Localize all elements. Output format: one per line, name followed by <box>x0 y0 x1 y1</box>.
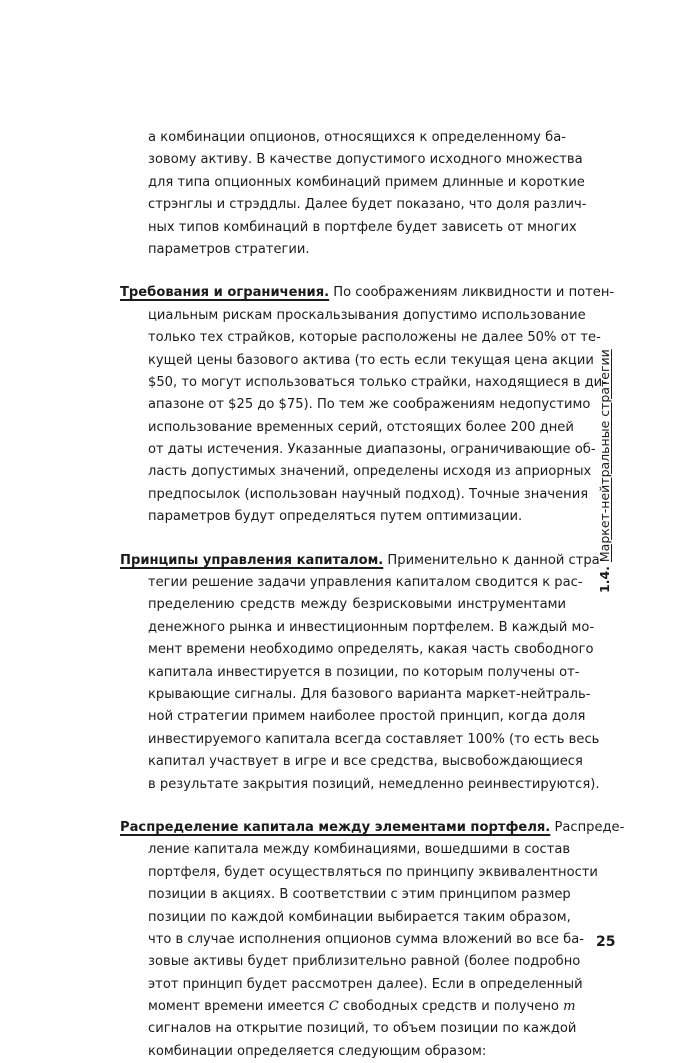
text-line: апазоне от $25 до $75). По тем же соображениям недопустимо <box>148 397 591 413</box>
text-line: крывающие сигналы. Для базового варианта маркет-нейтраль- <box>148 686 591 702</box>
text-line: позиции в акциях. В соответствии с этим принципом размер <box>148 887 571 903</box>
text-line: что в случае исполнения опционов сумма вложений во все ба- <box>148 931 584 947</box>
text-line: Принципы управления капиталом. Применительно к данной стра- <box>120 552 605 568</box>
run-in-heading: Распределение капитала между элементами портфеля. <box>120 819 551 835</box>
text-line: для типа опционных комбинаций примем длинные и короткие <box>148 174 585 190</box>
text-line: зовому активу. В качестве допустимого исходного множества <box>148 152 583 168</box>
text-line: только тех страйков, которые расположены не далее 50% от те- <box>148 330 601 346</box>
text-line: ной стратегии примем наиболее простой принцип, когда доля <box>148 709 586 725</box>
text-line: Требования и ограничения. По соображениям ликвидности и потен- <box>120 285 615 301</box>
text-line: в результате закрытия позиций, немедленно реинвестируются). <box>148 776 600 792</box>
running-header-text <box>594 349 616 593</box>
section-title: Маркет-нейтральные стратегии <box>597 349 612 563</box>
text-line: портфеля, будет осуществляться по принципу эквивалентности <box>148 864 598 880</box>
text-line: Распределение капитала между элементами портфеля. Распреде- <box>120 819 625 835</box>
paragraph-1 <box>120 127 587 261</box>
text-line: использование временных серий, отстоящих более 200 дней <box>148 419 574 435</box>
text-line: стрэнглы и стрэддлы. Далее будет показано, что доля различ- <box>148 197 587 213</box>
run-in-heading: Принципы управления капиталом. <box>120 552 384 568</box>
run-in-heading: Требования и ограничения. <box>120 285 330 301</box>
text-line: параметров будут определяться путем оптимизации. <box>148 509 523 525</box>
variable-c: C <box>328 999 339 1015</box>
text-line: позиции по каждой комбинации выбирается таким образом, <box>148 909 571 925</box>
text-line: зовые активы будет приблизительно равной (более подробно <box>148 954 581 970</box>
text-line: тегии решение задачи управления капиталом сводится к рас- <box>148 575 583 591</box>
text-line: кущей цены базового актива (то есть если текущая цена акции <box>148 352 594 368</box>
text-line: денежного рынка и инвестиционным портфелем. В каждый мо- <box>148 619 595 635</box>
variable-m: m <box>563 999 576 1015</box>
section-number: 1.4. <box>597 566 612 593</box>
text-line: ласть допустимых значений, определены исходя из априорных <box>148 464 592 480</box>
text-line: предпосылок (использован научный подход). Точные значения <box>148 486 589 502</box>
page-number: 25 <box>596 934 616 950</box>
text-line: капитала инвестируется в позиции, по которым получены от- <box>148 664 580 680</box>
text-line: ных типов комбинаций в портфеле будет зависеть от многих <box>148 219 577 235</box>
text-line: комбинации определяется следующим образом: <box>148 1043 487 1059</box>
running-header <box>594 349 616 593</box>
text-line: сигналов на открытие позиций, то объем позиции по каждой <box>148 1021 577 1037</box>
text-line: момент времени имеется C свободных средств и получено m <box>148 999 576 1015</box>
text-line: от даты истечения. Указанные диапазоны, ограничивающие об- <box>148 442 596 458</box>
text-line: капитал участвует в игре и все средства, высвобождающиеся <box>148 754 583 770</box>
text-line: пределению средств между безрисковыми инструментами <box>148 597 566 613</box>
text-line: параметров стратегии. <box>148 241 310 257</box>
text-line: циальным рискам проскальзывания допустимо использование <box>148 307 586 323</box>
text-line: мент времени необходимо определять, какая часть свободного <box>148 642 594 658</box>
text-line: а комбинации опционов, относящихся к определенному ба- <box>148 130 566 145</box>
text-line: $50, то могут использоваться только страйки, находящиеся в ди- <box>148 374 607 390</box>
text-line: этот принцип будет рассмотрен далее). Если в определенный <box>148 976 583 992</box>
text-line: инвестируемого капитала всегда составляет 100% (то есть весь <box>148 731 600 747</box>
text-line: ление капитала между комбинациями, вошедшими в состав <box>148 842 571 858</box>
